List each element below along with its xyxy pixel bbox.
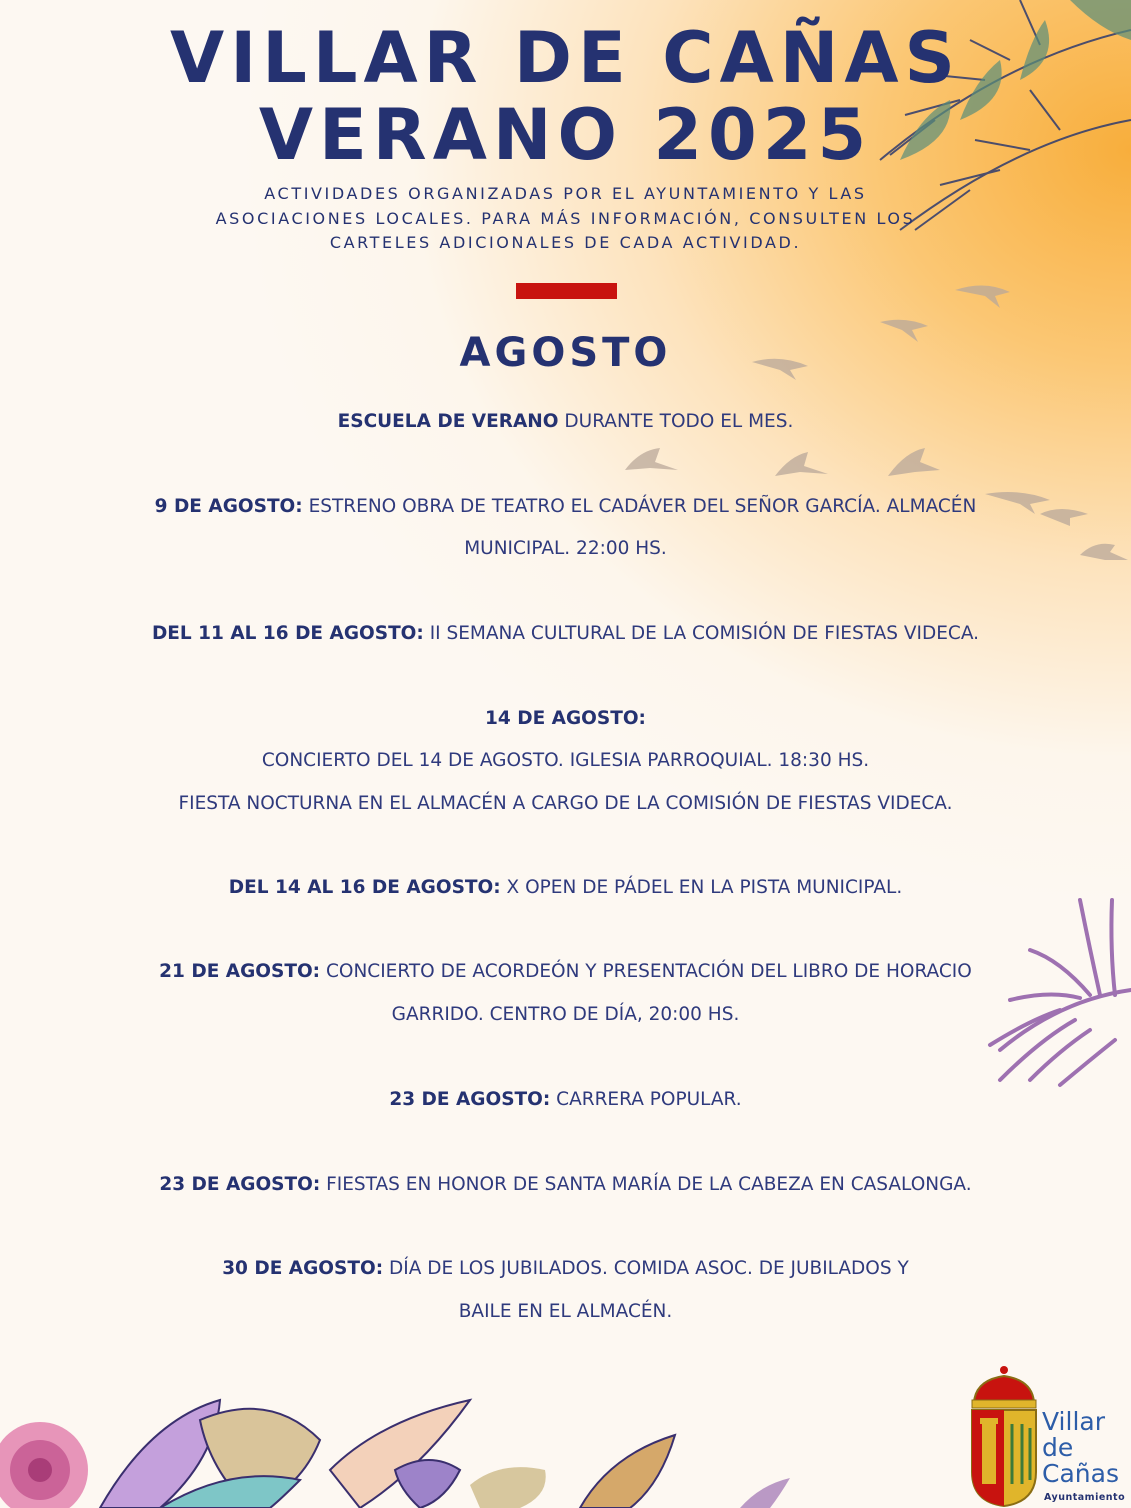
event-retirees-day-cont: BAILE EN EL ALMACÉN.	[458, 1301, 673, 1322]
event-retirees-day	[0, 1257, 1131, 1281]
event-fiestas-casalonga	[0, 1173, 1131, 1197]
subtitle	[190, 182, 941, 256]
event-text: CONCIERTO DE ACORDEÓN Y PRESENTACIÓN DEL LIBRO DE HORACIO	[320, 961, 972, 982]
event-concert: CONCIERTO DEL 14 DE AGOSTO. IGLESIA PARROQUIAL. 18:30 HS.	[261, 750, 870, 771]
event-14-heading	[0, 707, 1131, 731]
event-race	[0, 1088, 1131, 1112]
title-line-1: VILLAR DE CAÑAS	[170, 17, 961, 99]
event-text: ESTRENO OBRA DE TEATRO EL CADÁVER DEL SEÑOR GARCÍA. ALMACÉN	[302, 496, 977, 517]
coat-of-arms-icon	[966, 1362, 1042, 1508]
event-date: 9 DE AGOSTO:	[154, 496, 303, 517]
event-accordion	[0, 960, 1131, 984]
month-heading: AGOSTO	[459, 330, 672, 376]
event-summer-school	[0, 410, 1131, 434]
event-date: DEL 14 AL 16 DE AGOSTO:	[228, 877, 501, 898]
event-date: 23 DE AGOSTO:	[159, 1174, 321, 1195]
event-text: II SEMANA CULTURAL DE LA COMISIÓN DE FIESTAS VIDECA.	[423, 623, 980, 644]
subtitle-line: CARTELES ADICIONALES DE CADA ACTIVIDAD.	[329, 233, 802, 252]
subtitle-line: ACTIVIDADES ORGANIZADAS POR EL AYUNTAMIENTO Y LAS	[264, 184, 867, 203]
event-accordion-cont: GARRIDO. CENTRO DE DÍA, 20:00 HS.	[391, 1004, 740, 1025]
event-date: 14 DE AGOSTO:	[485, 708, 646, 729]
event-night-party: FIESTA NOCTURNA EN EL ALMACÉN A CARGO DE LA COMISIÓN DE FIESTAS VIDECA.	[178, 793, 953, 814]
ayuntamiento-logo	[966, 1362, 1126, 1508]
red-divider	[516, 283, 617, 299]
event-text: DURANTE TODO EL MES.	[558, 411, 794, 432]
event-text: CARRERA POPULAR.	[550, 1089, 742, 1110]
event-padel	[0, 876, 1131, 900]
event-date: DEL 11 AL 16 DE AGOSTO:	[151, 623, 424, 644]
event-text: X OPEN DE PÁDEL EN LA PISTA MUNICIPAL.	[500, 877, 903, 898]
subtitle-line: ASOCIACIONES LOCALES. PARA MÁS INFORMACIÓN, CONSULTEN LOS	[215, 208, 916, 228]
event-date: 21 DE AGOSTO:	[159, 961, 321, 982]
logo-word: de	[1042, 1433, 1074, 1462]
event-date: 23 DE AGOSTO:	[389, 1089, 551, 1110]
event-date: ESCUELA DE VERANO	[337, 411, 559, 432]
event-cultural-week	[0, 622, 1131, 646]
event-text: DÍA DE LOS JUBILADOS. COMIDA ASOC. DE JUBILADOS Y	[383, 1258, 909, 1279]
event-theater-cont: MUNICIPAL. 22:00 HS.	[464, 538, 667, 559]
event-theater	[0, 495, 1131, 519]
event-text: FIESTAS EN HONOR DE SANTA MARÍA DE LA CABEZA EN CASALONGA.	[320, 1174, 972, 1195]
logo-word: Cañas	[1042, 1459, 1119, 1488]
logo-word: Villar	[1042, 1407, 1105, 1436]
event-date: 30 DE AGOSTO:	[222, 1258, 384, 1279]
title-line-2: VERANO 2025	[258, 94, 873, 176]
logo-subtitle: Ayuntamiento	[1044, 1492, 1126, 1503]
